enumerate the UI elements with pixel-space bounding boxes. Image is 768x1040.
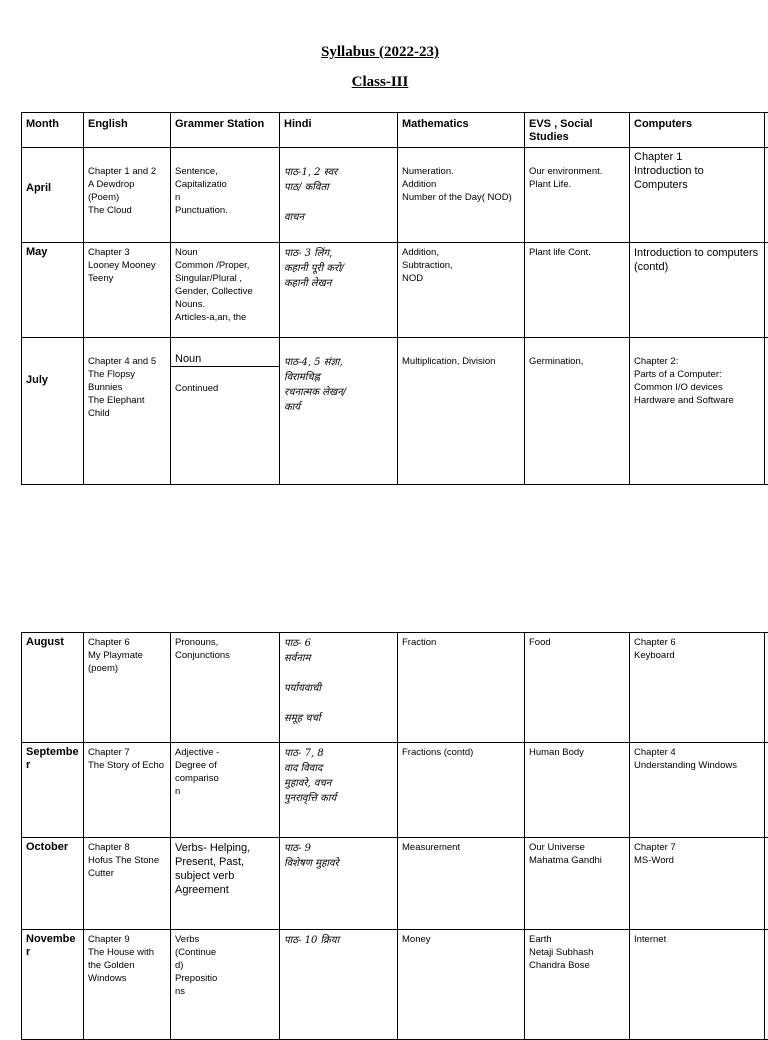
hindi-cell: पाठ- 9 विशेषण मुहावरे — [280, 838, 398, 930]
extra-cell — [765, 338, 768, 485]
month-cell: July — [22, 338, 84, 485]
evs-cell: Earth Netaji Subhash Chandra Bose — [525, 930, 630, 1040]
table-row — [22, 243, 768, 338]
month-cell: October — [22, 838, 84, 930]
grammar-cell: Adjective - Degree of compariso n — [171, 743, 280, 838]
mathematics-cell: Addition, Subtraction, NOD — [398, 243, 525, 338]
grammar-cell: Verbs (Continue d) Prepositio ns — [171, 930, 280, 1040]
mathematics-cell: Money — [398, 930, 525, 1040]
grammar-cell-top: Noun — [171, 351, 279, 367]
hindi-cell: पाठ-4, 5 संज्ञा, विरामचिह्न रचनात्मक लेखन/ कार्य — [280, 338, 398, 485]
computers-cell: Chapter 1 Introduction to Computers — [630, 148, 765, 243]
header-grammar: Grammer Station — [171, 113, 280, 148]
header-computers: Computers — [630, 113, 765, 148]
mathematics-cell: Numeration. Addition Number of the Day( NOD) — [398, 148, 525, 243]
table-row — [22, 743, 768, 838]
table-row — [22, 338, 768, 485]
grammar-cell: Noun Common /Proper, Singular/Plural , Gender, Collective Nouns. Articles-a,an, the — [171, 243, 280, 338]
english-cell: Chapter 6 My Playmate (poem) — [84, 633, 171, 743]
extra-cell — [765, 743, 768, 838]
extra-cell — [765, 148, 768, 243]
evs-cell: Plant life Cont. — [525, 243, 630, 338]
month-cell: August — [22, 633, 84, 743]
header-hindi: Hindi — [280, 113, 398, 148]
syllabus-table-part-1 — [21, 112, 768, 485]
computers-cell: Introduction to computers (contd) — [630, 243, 765, 338]
table-row — [22, 148, 768, 243]
month-cell: May — [22, 243, 84, 338]
computers-cell: Chapter 6 Keyboard — [630, 633, 765, 743]
class-title: Class-III — [0, 74, 760, 91]
header-month: Month — [22, 113, 84, 148]
english-cell: Chapter 3 Looney Mooney Teeny — [84, 243, 171, 338]
hindi-cell: पाठ- 6 सर्वनाम पर्यायवाची समूह चर्चा — [280, 633, 398, 743]
computers-cell: Internet — [630, 930, 765, 1040]
mathematics-cell: Fractions (contd) — [398, 743, 525, 838]
month-cell: September — [22, 743, 84, 838]
document-title: Syllabus (2022-23) — [0, 44, 760, 61]
header-english: English — [84, 113, 171, 148]
month-cell: November — [22, 930, 84, 1040]
header-extra — [765, 113, 768, 148]
extra-cell — [765, 243, 768, 338]
english-cell: Chapter 8 Hofus The Stone Cutter — [84, 838, 171, 930]
english-cell: Chapter 4 and 5 The Flopsy Bunnies The Elephant Child — [84, 338, 171, 485]
hindi-cell: पाठ- 10 क्रिया — [280, 930, 398, 1040]
evs-cell: Our Universe Mahatma Gandhi — [525, 838, 630, 930]
evs-cell: Food — [525, 633, 630, 743]
evs-cell: Germination, — [525, 338, 630, 485]
grammar-cell: Sentence, Capitalizatio n Punctuation. — [171, 148, 280, 243]
hindi-cell: पाठ- 7, 8 वाद विवाद मुहावरे, वचन पुनरावृत्ति कार्य — [280, 743, 398, 838]
grammar-cell: Pronouns, Conjunctions — [171, 633, 280, 743]
grammar-cell: Verbs- Helping, Present, Past, subject verb Agreement — [171, 838, 280, 930]
month-cell: April — [22, 148, 84, 243]
header-evs: EVS , Social Studies — [525, 113, 630, 148]
mathematics-cell: Fraction — [398, 633, 525, 743]
extra-cell — [765, 930, 768, 1040]
hindi-cell: पाठ-1, 2 स्वर पाठ/ कविता वाचन — [280, 148, 398, 243]
hindi-cell: पाठ- 3 लिंग, कहानी पूरी करो/ कहानी लेखन — [280, 243, 398, 338]
syllabus-table-part-2 — [21, 632, 768, 1040]
table-row — [22, 633, 768, 743]
extra-cell — [765, 838, 768, 930]
grammar-cell: Continued — [171, 380, 279, 397]
evs-cell: Human Body — [525, 743, 630, 838]
mathematics-cell: Multiplication, Division — [398, 338, 525, 485]
english-cell: Chapter 9 The House with the Golden Windows — [84, 930, 171, 1040]
evs-cell: Our environment. Plant Life. — [525, 148, 630, 243]
english-cell: Chapter 7 The Story of Echo — [84, 743, 171, 838]
table-row — [22, 930, 768, 1040]
computers-cell: Chapter 4 Understanding Windows — [630, 743, 765, 838]
english-cell: Chapter 1 and 2 A Dewdrop (Poem) The Cloud — [84, 148, 171, 243]
table-row — [22, 838, 768, 930]
computers-cell: Chapter 7 MS-Word — [630, 838, 765, 930]
extra-cell — [765, 633, 768, 743]
header-mathematics: Mathematics — [398, 113, 525, 148]
computers-cell: Chapter 2: Parts of a Computer: Common I/O devices Hardware and Software — [630, 338, 765, 485]
mathematics-cell: Measurement — [398, 838, 525, 930]
